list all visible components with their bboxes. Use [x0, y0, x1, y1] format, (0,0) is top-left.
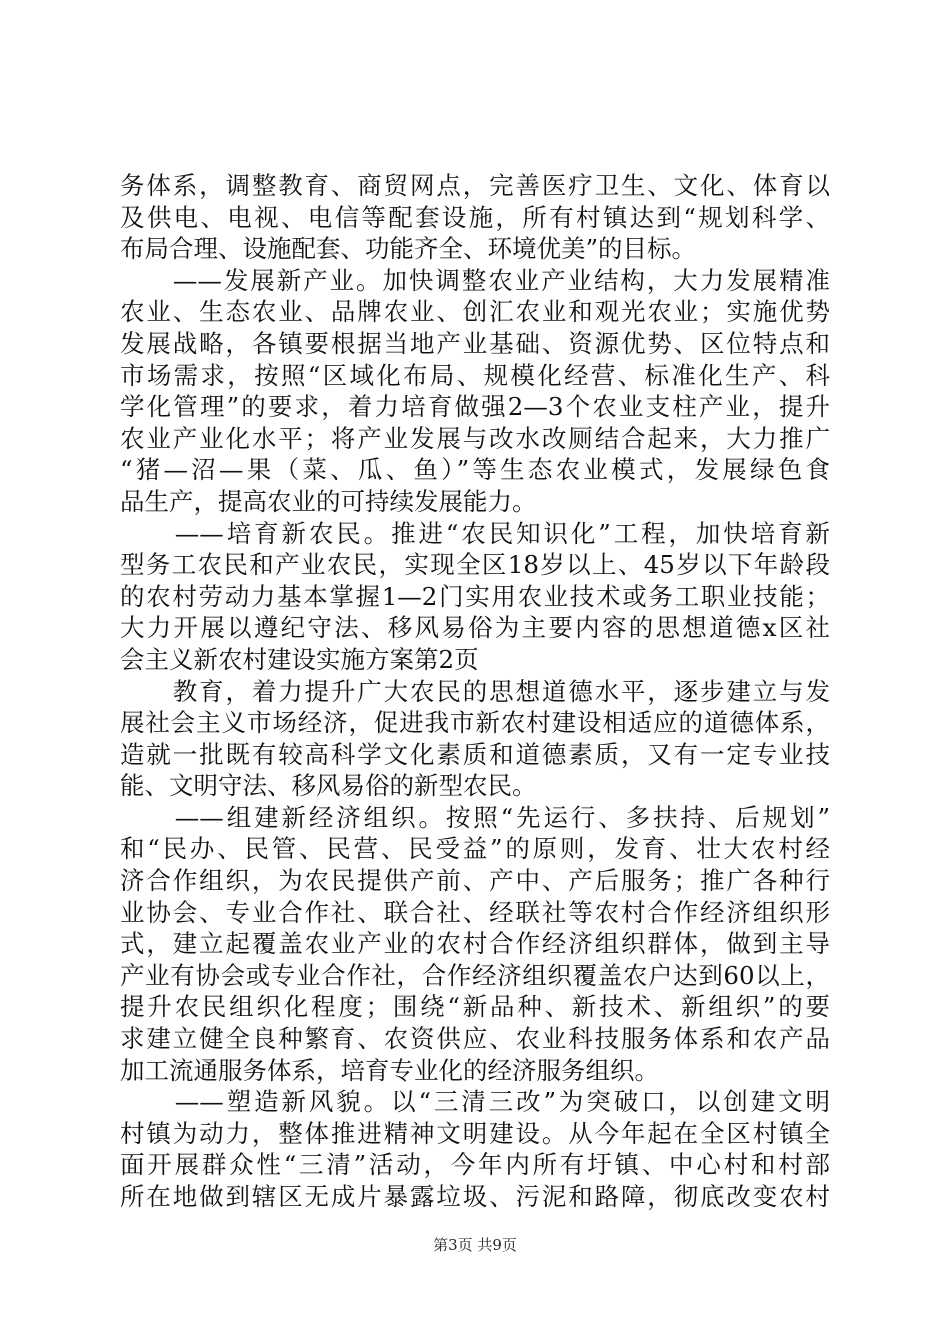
body-text: [120, 170, 830, 1213]
text-line: 提升农民组织化程度；围绕“新品种、新技术、新组织”的要: [120, 992, 830, 1022]
page-footer: 第3页 共9页: [433, 1236, 517, 1254]
text-line: 及供电、电视、电信等配套设施，所有村镇达到“规划科学、: [120, 202, 830, 232]
text-line: 所在地做到辖区无成片暴露垃圾、污泥和路障，彻底改变农村: [120, 1182, 830, 1211]
text-line: ——塑造新风貌。以“三清三改”为突破口，以创建文明: [120, 1087, 830, 1117]
text-line: 农业、生态农业、品牌农业、创汇农业和观光农业；实施优势: [120, 297, 830, 327]
text-line: 业协会、专业合作社、联合社、经联社等农村合作经济组织形: [120, 897, 830, 927]
text-line: 会主义新农村建设实施方案第2页: [120, 644, 479, 674]
text-line: 面开展群众性“三清”活动，今年内所有圩镇、中心村和村部: [120, 1150, 830, 1180]
text-line: 村镇为动力，整体推进精神文明建设。从今年起在全区村镇全: [120, 1118, 830, 1148]
text-line: 求建立健全良种繁育、农资供应、农业科技服务体系和农产品: [120, 1024, 830, 1054]
text-line: 务体系，调整教育、商贸网点，完善医疗卫生、文化、体育以: [120, 171, 830, 200]
text-line: 济合作组织，为农民提供产前、产中、产后服务；推广各种行: [120, 866, 830, 896]
text-line: 发展战略，各镇要根据当地产业基础、资源优势、区位特点和: [120, 328, 830, 358]
text-line: 教育，着力提升广大农民的思想道德水平，逐步建立与发: [120, 676, 830, 706]
text-line: ——组建新经济组织。按照“先运行、多扶持、后规划”: [120, 802, 830, 832]
text-line: 和“民办、民管、民营、民受益”的原则，发育、壮大农村经: [120, 834, 830, 864]
text-line: ——培育新农民。推进“农民知识化”工程，加快培育新: [120, 518, 830, 548]
text-line: “猪—沼—果（菜、瓜、鱼）”等生态农业模式，发展绿色食: [120, 455, 830, 485]
text-line: 的农村劳动力基本掌握1—2门实用农业技术或务工职业技能；: [120, 581, 830, 611]
text-line: 产业有协会或专业合作社，合作经济组织覆盖农户达到60以上，: [120, 960, 830, 990]
text-line: 展社会主义市场经济，促进我市新农村建设相适应的道德体系，: [120, 708, 830, 738]
text-line: 大力开展以遵纪守法、移风易俗为主要内容的思想道德x区社: [120, 613, 830, 643]
text-line: 学化管理”的要求，着力培育做强2—3个农业支柱产业，提升: [120, 392, 830, 422]
text-line: 型务工农民和产业农民，实现全区18岁以上、45岁以下年龄段: [120, 550, 830, 580]
text-line: 布局合理、设施配套、功能齐全、环境优美”的目标。: [120, 234, 697, 264]
text-line: 市场需求，按照“区域化布局、规模化经营、标准化生产、科: [120, 360, 830, 390]
text-line: 农业产业化水平；将产业发展与改水改厕结合起来，大力推广: [120, 423, 830, 453]
text-line: ——发展新产业。加快调整农业产业结构，大力发展精准: [120, 265, 830, 295]
text-line: 式，建立起覆盖农业产业的农村合作经济组织群体，做到主导: [120, 929, 830, 959]
text-line: 造就一批既有较高科学文化素质和道德素质，又有一定专业技: [120, 739, 830, 769]
text-line: 品生产，提高农业的可持续发展能力。: [120, 486, 537, 516]
text-line: 加工流通服务体系，培育专业化的经济服务组织。: [120, 1055, 659, 1085]
text-line: 能、文明守法、移风易俗的新型农民。: [120, 771, 537, 801]
